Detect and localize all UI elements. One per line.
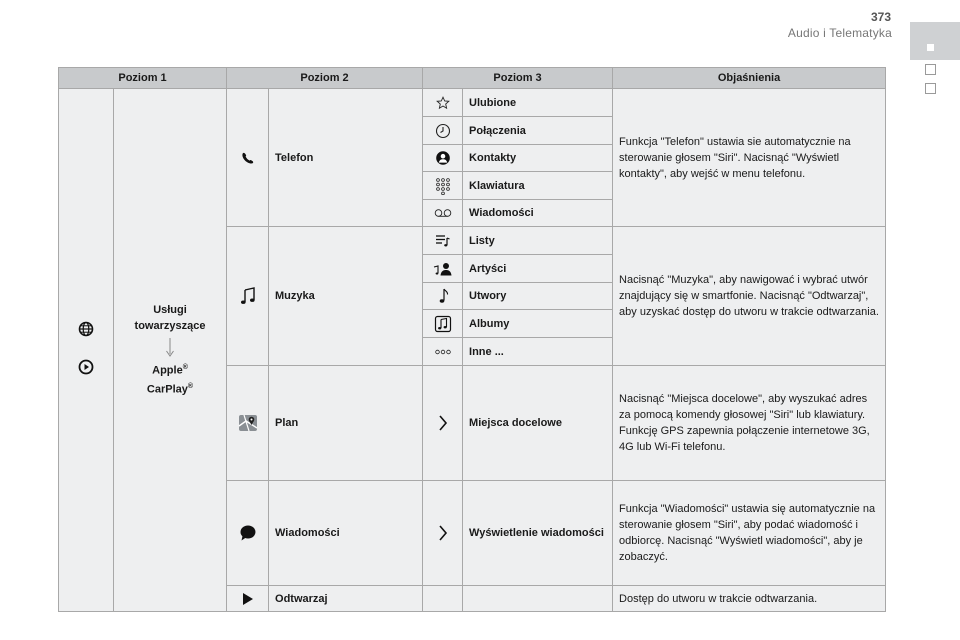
empty-cell — [423, 586, 463, 612]
plan-description: Nacisnąć "Miejsca docelowe", aby wyszukać adres za pomocą komendy głosowej "Siri" lub klawiatury. Funkcję GPS zapewnia połączenie internetowe 3G, 4G lub Wi-Fi telefonu. — [613, 366, 886, 481]
clock-icon — [435, 123, 451, 139]
keypad-icon — [434, 177, 452, 195]
album-icon — [434, 315, 452, 333]
muzyka-label: Muzyka — [269, 227, 423, 366]
chevron-cell — [423, 481, 463, 586]
music-note-icon — [240, 287, 256, 305]
contact-icon — [435, 150, 451, 166]
message-bubble-icon — [239, 524, 257, 542]
level1-icons-cell — [59, 89, 114, 612]
telefon-label: Telefon — [269, 89, 423, 227]
telefon-icon-cell — [227, 89, 269, 227]
services-title: Usługi towarzyszące — [134, 304, 206, 333]
chevron-cell — [423, 366, 463, 481]
wiadomosci-item-wyswietlenie: Wyświetlenie wiadomości — [463, 481, 613, 586]
reg-mark: ® — [182, 364, 188, 372]
telefon-item-ulubione: Ulubione — [463, 89, 613, 117]
chapter-tab-marker — [927, 44, 934, 51]
chapter-tab-box — [925, 64, 936, 75]
odtwarzaj-icon-cell — [227, 586, 269, 612]
table-row — [59, 89, 886, 117]
playlist-icon — [435, 234, 451, 248]
star-icon — [436, 96, 450, 110]
more-icon — [434, 349, 452, 355]
phone-icon — [241, 151, 255, 165]
plan-item-miejsca: Miejsca docelowe — [463, 366, 613, 481]
carplay-icon — [78, 359, 94, 375]
play-icon — [242, 592, 254, 606]
sub-icon-cell — [423, 310, 463, 338]
wiadomosci-description: Funkcja "Wiadomości" ustawia się automatycznie na sterowanie głosem "Siri", aby podać wiadomość i odbiorcę. Nacisnąć "Wyświetl wiadomości", aby je zobaczyć. — [613, 481, 886, 586]
telefon-item-kontakty: Kontakty — [463, 145, 613, 172]
header-poziom-1: Poziom 1 — [59, 68, 227, 89]
telefon-item-klawiatura: Klawiatura — [463, 172, 613, 200]
header-objasnienia: Objaśnienia — [613, 68, 886, 89]
sub-icon-cell — [423, 200, 463, 227]
odtwarzaj-label: Odtwarzaj — [269, 586, 423, 612]
header-poziom-2: Poziom 2 — [227, 68, 423, 89]
page-number: 373 — [870, 10, 891, 24]
sub-icon-cell — [423, 283, 463, 310]
carplay-label: CarPlay — [146, 383, 188, 396]
map-icon — [238, 413, 258, 433]
artist-icon — [433, 262, 453, 276]
sub-icon-cell — [423, 89, 463, 117]
section-title: Audio i Telematyka — [787, 26, 892, 40]
sub-icon-cell — [423, 255, 463, 283]
voicemail-icon — [434, 208, 452, 218]
empty-cell — [463, 586, 613, 612]
plan-icon-cell — [227, 366, 269, 481]
muzyka-description: Nacisnąć "Muzyka", aby nawigować i wybrać utwór znajdujący się w smartfonie. Nacisnąć "Odtwarzaj", aby uzyskać dostęp do utworu w trakcie odtwarzania. — [613, 227, 886, 366]
sub-icon-cell — [423, 117, 463, 145]
sub-icon-cell — [423, 145, 463, 172]
level1-services-cell — [114, 89, 227, 612]
song-icon — [437, 288, 449, 304]
reg-mark: ® — [187, 383, 194, 390]
menu-table — [58, 67, 886, 612]
muzyka-item-utwory: Utwory — [463, 283, 613, 310]
globe-icon — [78, 321, 94, 337]
sub-icon-cell — [423, 338, 463, 366]
muzyka-item-listy: Listy — [463, 227, 613, 255]
plan-label: Plan — [269, 366, 423, 481]
table-header-row — [59, 68, 886, 89]
sub-icon-cell — [423, 227, 463, 255]
muzyka-item-albumy: Albumy — [463, 310, 613, 338]
telefon-item-wiadomosci: Wiadomości — [463, 200, 613, 227]
sub-icon-cell — [423, 172, 463, 200]
chapter-tab-box — [925, 83, 936, 94]
apple-label: Apple — [152, 365, 183, 377]
telefon-item-polaczenia: Połączenia — [463, 117, 613, 145]
muzyka-item-inne: Inne ... — [463, 338, 613, 366]
muzyka-icon-cell — [227, 227, 269, 366]
telefon-description: Funkcja "Telefon" ustawia sie automatycznie na sterowanie głosem "Siri". Nacisnąć "Wyświetl kontakty", aby wejść w menu telefonu. — [613, 89, 886, 227]
chapter-tab — [910, 22, 960, 60]
muzyka-item-artysci: Artyści — [463, 255, 613, 283]
chevron-right-icon — [438, 414, 448, 432]
wiadomosci-icon-cell — [227, 481, 269, 586]
header-poziom-3: Poziom 3 — [423, 68, 613, 89]
chevron-right-icon — [438, 524, 448, 542]
arrow-down-icon — [165, 338, 175, 358]
wiadomosci-label: Wiadomości — [269, 481, 423, 586]
odtwarzaj-description: Dostęp do utworu w trakcie odtwarzania. — [613, 586, 886, 612]
